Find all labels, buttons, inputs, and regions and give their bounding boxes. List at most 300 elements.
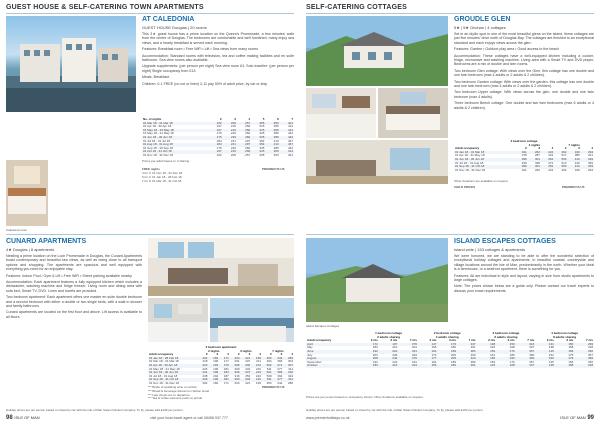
- groudle-lounge-photo: [306, 140, 448, 184]
- table-cell: 264: [234, 380, 240, 385]
- table-cell: 216: [223, 150, 237, 154]
- other-durations-note: Other durations are available on request: [454, 179, 508, 183]
- table-cell: 224: [255, 373, 261, 378]
- table-group-cell: 2 bedroom cottage: [510, 139, 538, 143]
- table-cell: 189: [451, 359, 457, 364]
- table-group-cell: 2 bedroom cottage: [433, 331, 461, 335]
- table-cell: 138: [548, 345, 554, 350]
- table-cell: 156: [418, 364, 438, 368]
- table-header-cell: 2: [564, 146, 567, 151]
- table-cell: 243: [548, 153, 554, 158]
- table-cell: 342: [277, 380, 283, 385]
- features-text: Features: Breakfast room • Free WiFi • Lift • Sea views from many rooms: [142, 47, 259, 52]
- table-cell: 301: [528, 158, 541, 162]
- table-cell: 237: [245, 359, 251, 364]
- table-cell: 539: [266, 373, 272, 378]
- offer-note: *** Bread & beverage discount in Sefton Hotel: [148, 388, 210, 393]
- table-cell: 339: [581, 165, 594, 169]
- table-cell: June: [306, 350, 359, 354]
- table-cell: 162: [208, 122, 222, 126]
- table-cell: 410: [567, 158, 580, 162]
- table-header-cell: 3: [280, 352, 283, 357]
- section-rule: [6, 234, 294, 235]
- table-row: [306, 364, 594, 368]
- table-cell: 266: [245, 124, 251, 129]
- table-cell: 184: [208, 143, 222, 147]
- cunard-lounge-photo: [148, 238, 294, 296]
- table-cell: 183: [359, 364, 379, 368]
- table-cell: 390: [516, 357, 536, 361]
- table-cell: 311: [283, 378, 294, 382]
- table-cell: 357: [516, 350, 536, 354]
- table-cell: 01 Nov 18 - 31 Dec 18: [149, 380, 180, 385]
- table-cell: 315: [251, 129, 265, 133]
- cunard-view-photo: [210, 298, 294, 342]
- table-cell: 354: [251, 143, 265, 147]
- table-cell: 197: [379, 343, 399, 347]
- note-text: Cunard apartments are located on the first floor and above. Lift access is available to all floors.: [6, 310, 142, 319]
- table-cell: 410: [567, 165, 580, 169]
- table-cell: 01 Nov 18 - 31 Dec 18: [143, 152, 174, 157]
- table-cell: 361: [470, 345, 476, 350]
- table-cell: July: [307, 352, 313, 357]
- table-cell: 145: [548, 359, 554, 364]
- table-cell: 414: [287, 124, 293, 129]
- table-header-cell: Adult occupancy: [149, 352, 174, 357]
- table-cell: 553: [554, 165, 567, 169]
- intro-text: This 3★ guest house has a prime location on the Queen's Promenade, a few minutes' walk from the centre of Douglas. The bedrooms are comfortable and well furnished, many enjoy sea views, and a hearty breakfast is served each morning.: [142, 32, 294, 45]
- table-cell: October: [306, 364, 359, 368]
- table-cell: 389: [273, 145, 279, 150]
- table-cell: 211: [256, 359, 261, 364]
- table-cell: 410: [265, 143, 279, 147]
- table-cell: 453: [266, 380, 272, 385]
- table-cell: 167: [216, 124, 222, 129]
- accommodation-text: Accommodation: Standard rooms with television, tea and coffee making facilities and en suite bathroom. Sea view rooms also available.: [142, 53, 294, 63]
- table-cell: 176: [216, 131, 222, 136]
- footer-contact: visit your local travel agent or call 08458 937 777: [150, 416, 228, 420]
- table-cell: 181: [223, 366, 229, 371]
- table-header-cell: 3 nts: [390, 338, 398, 343]
- table-cell: 336: [574, 350, 594, 354]
- table-cell: 335: [251, 136, 265, 140]
- table-cell: 168: [496, 364, 516, 368]
- table-cell: 166: [568, 359, 574, 364]
- table-cell: 307: [283, 364, 294, 368]
- table-cell: 389: [273, 131, 279, 136]
- table-cell: 192: [372, 359, 378, 364]
- table-cell: 262: [534, 167, 540, 172]
- table-cell: 180: [451, 345, 457, 350]
- table-header-cell: 3: [216, 352, 219, 357]
- table-cell: 213: [251, 364, 262, 368]
- table-header-cell: 2 nts: [370, 338, 378, 343]
- table-cell: 613: [561, 160, 567, 165]
- table-cell: 357: [587, 352, 593, 357]
- table-cell: 167: [208, 129, 222, 133]
- island-escapes-price-table: [306, 332, 594, 368]
- table-cell: 311: [288, 366, 293, 371]
- caledonia-price-table: [142, 118, 294, 158]
- table-cell: 342: [273, 357, 284, 361]
- table-cell: 16 May 18 - 31 May 18: [143, 131, 174, 136]
- free-night-offer: 7 for 6: 01 Mar 18 - 31 Oct 18: [142, 178, 182, 183]
- table-cell: 162: [216, 152, 222, 157]
- table-cell: 171: [223, 380, 229, 385]
- table-cell: 199: [255, 380, 261, 385]
- table-cell: 383: [273, 371, 284, 375]
- table-cell: 210: [379, 364, 399, 368]
- table-cell: 01 Jun 18 - 30 Jun 18: [148, 371, 198, 375]
- table-cell: 476: [398, 357, 418, 361]
- footer-note: Holiday prices are per person based on travel by car with the Isle of Man Steam Packet Company. To fly, please add £100 per person.: [6, 408, 184, 412]
- table-cell: 349: [567, 151, 580, 155]
- table-cell: May: [307, 345, 313, 350]
- table-cell: 357: [529, 359, 535, 364]
- table-cell: 242: [379, 357, 399, 361]
- table-cell: 300: [230, 378, 241, 382]
- table-cell: 181: [219, 378, 230, 382]
- per-person-note: Prices per adult based on 2 sharing: [142, 159, 190, 163]
- table-cell: 414: [280, 129, 294, 133]
- property-title: ISLAND ESCAPES COTTAGES: [454, 238, 556, 245]
- table-cell: 494: [266, 359, 272, 364]
- table-cell: 286: [283, 357, 294, 361]
- table-cell: 337: [516, 364, 536, 368]
- table-cell: 01 Mar 18 - 31 Mar 18: [149, 359, 179, 364]
- table-cell: 182: [213, 380, 219, 385]
- table-cell: 192: [359, 350, 379, 354]
- table-cell: 328: [534, 160, 540, 165]
- table-header-cell: 4: [551, 146, 554, 151]
- table-cell: 138: [535, 364, 555, 368]
- free-night-offer: 4 for 3: 01 Nov 18 - 31 Dec 18: [142, 171, 183, 175]
- table-header-cell: 4: [291, 352, 293, 357]
- table-cell: 286: [287, 380, 293, 385]
- two-bed-garden-text: Two bedroom Garden cottage: With views over the garden, this cottage has one double and one twin bedroom (max 4 adults or 2 adults & 2 children).: [454, 79, 594, 89]
- table-cell: 385: [574, 153, 580, 158]
- table-cell: 399: [514, 165, 527, 169]
- section-rule: [306, 234, 594, 235]
- table-cell: 337: [457, 343, 477, 347]
- table-cell: 219: [251, 371, 262, 375]
- table-cell: 389: [265, 136, 279, 140]
- free-nights-list: [142, 172, 182, 183]
- table-cell: 287: [534, 153, 540, 158]
- property-subtitle: 4★ Douglas | 8 apartments: [6, 247, 55, 252]
- table-cell: 315: [251, 150, 265, 154]
- offer-note: *** Bottle of sparkling wine on arrival: [148, 385, 197, 389]
- table-cell: 159: [496, 343, 516, 347]
- table-cell: 236: [392, 352, 398, 357]
- page-header: GUEST HOUSE & SELF-CATERING TOWN APARTMENTS: [6, 4, 204, 11]
- table-cell: 01 Apr 18 - 30 Apr 18: [143, 124, 172, 129]
- table-cell: 274: [548, 160, 554, 165]
- table-cell: 161: [490, 352, 496, 357]
- table-cell: 204: [198, 357, 209, 361]
- table-header-cell: 2: [525, 146, 527, 151]
- table-cell: 318: [587, 345, 593, 350]
- table-cell: 266: [237, 150, 251, 154]
- table-cell: 208: [359, 357, 379, 361]
- table-cell: 321: [587, 153, 593, 158]
- property-description: [454, 254, 594, 295]
- table-cell: 153: [490, 359, 496, 364]
- table-header-cell: No. of nights: [143, 117, 162, 121]
- table-cell: 282: [245, 145, 251, 150]
- table-cell: 165: [477, 357, 497, 361]
- table-note: Prices are per person based on occupancy shown. Other durations available on request.: [306, 395, 424, 399]
- table-cell: 294: [587, 167, 593, 172]
- table-cell: 339: [581, 158, 594, 162]
- table-cell: 316: [516, 343, 536, 347]
- table-cell: 409: [470, 352, 476, 357]
- table-cell: 152: [548, 352, 554, 357]
- table-cell: 01 Oct 18 - 31 Oct 18: [142, 150, 208, 154]
- table-cell: 335: [259, 131, 265, 136]
- features-text: Features: All are individual in style and layout, varying in size from studio apartments to large cottages.: [454, 273, 594, 283]
- table-cell: 175: [568, 352, 574, 357]
- table-cell: 264: [230, 357, 241, 361]
- table-cell: 01 Jun 18 - 30 Jun 18: [454, 158, 514, 162]
- table-cell: 158: [568, 345, 574, 350]
- accommodation-text: Accommodation: Each apartment features a fully equipped kitchen which includes a dishwasher, washing machine and fridge freezer. Living room and dining area with sofa bed, Smart TV, DVD. Linen and towels are provided.: [6, 280, 142, 293]
- table-group-cell: 3 nights: [240, 348, 252, 353]
- table-cell: 376: [398, 343, 418, 347]
- table-cell: 146: [477, 364, 497, 368]
- table-cell: 218: [202, 359, 208, 364]
- table-cell: 378: [521, 153, 527, 158]
- property-subtitle: Island wide | 153 cottages & apartments: [454, 247, 526, 252]
- table-cell: 502: [262, 364, 273, 368]
- footer-note: Holiday prices are per person based on travel by car with the Isle of Man Steam Packet Company. To fly, please add £100 per person.: [306, 408, 484, 412]
- table-cell: 176: [496, 350, 516, 354]
- table-header-cell: 2 nts: [488, 338, 496, 343]
- table-header-cell: 2: [205, 352, 208, 357]
- features-text: Features: Garden • Outdoor play area • Good access to the beach: [454, 47, 560, 52]
- table-cell: 241: [223, 143, 237, 147]
- table-cell: 01 Apr 18 - 31 May 18: [455, 153, 485, 158]
- offer-note: *** Tea & coffee welcome pack on arrival: [148, 396, 202, 401]
- table-header-cell: 7 nts: [585, 338, 593, 343]
- table-cell: 254: [541, 165, 554, 169]
- two-bed-upper-text: Two bedroom Upper cottage: With views across the glen, one double and one twin bedroom (max 4 adults).: [454, 90, 594, 99]
- table-cell: 462: [561, 167, 567, 172]
- table-cell: 204: [202, 380, 208, 385]
- table-cell: 190: [496, 357, 516, 361]
- table-cell: 01 Apr 18 - 30 Apr 18: [148, 364, 198, 368]
- table-cell: 190: [213, 359, 219, 364]
- table-cell: 377: [277, 366, 283, 371]
- table-header-cell: 2: [269, 352, 272, 357]
- table-cell: 199: [208, 371, 219, 375]
- caption: Island Escapes Cottages: [306, 324, 340, 328]
- table-cell: 305: [259, 152, 265, 157]
- table-header-cell: 7 nts: [409, 338, 417, 343]
- table-header-cell: 3: [578, 146, 580, 151]
- table-header-cell: 2 nts: [546, 338, 554, 343]
- child-prices-label: CHILD PRICES: [454, 185, 476, 189]
- caption: Caledonia room: [6, 228, 28, 232]
- table-cell: 318: [574, 364, 594, 368]
- property-subtitle: 5★ | 5★ Onchan | 4 cottages: [454, 25, 506, 30]
- table-cell: 442: [280, 136, 294, 140]
- property-subtitle: GUEST HOUSE Douglas | 20 rooms: [142, 25, 207, 30]
- table-cell: 164: [431, 359, 437, 364]
- property-description: [454, 32, 594, 112]
- property-description: [6, 254, 142, 321]
- table-cell: 324: [287, 373, 293, 378]
- children-text: Children: 0-1 FREE (no cot or linen) 2-11 pay 50% of adult price, by car or ship: [142, 81, 268, 86]
- table-cell: 553: [554, 158, 567, 162]
- table-cell: 187: [223, 373, 229, 378]
- accommodation-text: Accommodation: These cottages have a well-equipped kitchen including a cooker, fridge, microwave and washing machine. Living area with a Smart TV and DVD player. Bedrooms are a mix of double and twin rooms.: [454, 53, 594, 67]
- cunard-notes: [148, 386, 209, 401]
- table-cell: August: [306, 357, 359, 361]
- table-cell: 291: [234, 359, 240, 364]
- table-cell: 184: [216, 138, 222, 143]
- table-cell: 224: [548, 167, 554, 172]
- table-header-cell: Adult occupancy: [455, 146, 480, 151]
- table-cell: 282: [245, 131, 251, 136]
- table-cell: 315: [259, 124, 265, 129]
- table-cell: 439: [521, 160, 527, 165]
- table-group-cell: 8 adults sharing: [553, 334, 577, 339]
- table-cell: 511: [262, 378, 273, 382]
- table-cell: 153: [477, 350, 497, 354]
- table-cell: 349: [574, 167, 580, 172]
- table-cell: 01 Jun 18 - 30 Jun 18: [142, 136, 208, 140]
- table-cell: 173: [431, 352, 437, 357]
- table-cell: 467: [280, 143, 294, 147]
- two-bed-text: Two bedroom Glen cottage: With views over the Glen, this cottage has one double and one twin bedroom (max 4 adults or 2 adults & 2 children).: [454, 68, 594, 78]
- table-cell: 229: [223, 136, 237, 140]
- table-cell: 442: [287, 145, 293, 150]
- table-cell: 204: [213, 373, 219, 378]
- free-night-offer: 5 for 4: 01 Jan 18 - 28 Feb 18: [142, 174, 182, 179]
- caledonia-room-photo: [6, 160, 48, 226]
- table-header-cell: 3: [248, 352, 251, 357]
- table-cell: 210: [392, 345, 398, 350]
- intro-text: We were honored, we are standing to be able to offer the wonderful selection of exceptional holiday cottages and apartments, in beautiful coastal, countryside and village locations around the Isle of Man, predominantly in the north. Whether your ideal is a farmhouse, or a seafront apartment, there is something for you.: [454, 254, 594, 272]
- table-cell: 158: [555, 364, 575, 368]
- table-cell: 366: [574, 357, 594, 361]
- island-escapes-photo: [306, 238, 448, 322]
- table-header-cell: 4: [227, 352, 229, 357]
- table-cell: 366: [277, 359, 283, 364]
- free-nights-title: FREE nights: [142, 167, 160, 171]
- table-cell: 404: [411, 345, 417, 350]
- table-cell: 170: [437, 343, 457, 347]
- table-group-cell: 2 adults sharing: [377, 334, 401, 339]
- table-cell: 203: [372, 352, 378, 357]
- table-group-cell: 4 nights: [528, 142, 541, 147]
- groudle-kitchen-photo: [306, 88, 376, 138]
- table-cell: 394: [277, 373, 283, 378]
- premier-plus-badge: PREMIER PLUS: [262, 385, 285, 389]
- table-cell: 01 Jul 18 - 31 Aug 18: [149, 373, 178, 378]
- table-cell: 410: [273, 138, 279, 143]
- groudle-exterior-photo: [306, 16, 448, 86]
- table-header-cell: 4: [259, 352, 261, 357]
- table-header-cell: 7 nts: [468, 338, 476, 343]
- right-page: [300, 0, 600, 424]
- page-header: SELF-CATERING COTTAGES: [306, 4, 407, 11]
- table-cell: 222: [198, 364, 209, 368]
- table-cell: 404: [398, 364, 418, 368]
- table-cell: 341: [514, 151, 527, 155]
- table-cell: 231: [198, 371, 209, 375]
- table-cell: 401: [280, 122, 294, 126]
- table-cell: 156: [535, 357, 555, 361]
- table-group-cell: 4 bedroom cottage: [551, 331, 579, 335]
- table-cell: 353: [265, 122, 279, 126]
- table-cell: 316: [234, 373, 240, 378]
- features-text: Features: Indoor Pool / Gym & Lift • Free WiFi • Street parking available nearby: [6, 273, 132, 278]
- property-description: [142, 32, 294, 88]
- table-cell: 431: [398, 350, 418, 354]
- table-header-cell: 3 nts: [507, 338, 515, 343]
- table-cell: 361: [457, 364, 477, 368]
- table-cell: 216: [255, 366, 261, 371]
- meals-text: Meals: Breakfast.: [142, 75, 170, 80]
- cunard-kitchen-photo: [148, 298, 208, 342]
- table-cell: 431: [411, 359, 417, 364]
- table-cell: 164: [418, 350, 438, 354]
- groudle-price-table: [454, 140, 594, 172]
- cunard-price-table: [148, 346, 294, 386]
- table-group-cell: 2 nights: [208, 348, 220, 353]
- table-cell: 145: [535, 350, 555, 354]
- table-cell: April: [306, 343, 359, 347]
- table-cell: 179: [219, 364, 230, 368]
- table-cell: 179: [555, 357, 575, 361]
- table-cell: 365: [273, 124, 279, 129]
- table-cell: 196: [208, 378, 219, 382]
- table-cell: 01 Jul 18 - 31 Jul 18: [143, 138, 171, 143]
- table-cell: 294: [581, 151, 594, 155]
- table-cell: 247: [241, 371, 252, 375]
- table-cell: 240: [241, 364, 252, 368]
- table-row: [454, 169, 594, 173]
- offer-note: *** Late check out on departure: [148, 392, 190, 397]
- page-number: ISLE OF MAN 99: [560, 415, 594, 421]
- table-cell: 316: [283, 371, 294, 375]
- table-cell: 383: [457, 350, 477, 354]
- header-rule: [6, 13, 294, 14]
- table-cell: 297: [237, 143, 251, 147]
- table-cell: September: [307, 359, 322, 364]
- table-cell: 229: [230, 145, 236, 150]
- table-cell: 01 Jan 18 - 31 Mar 18: [454, 151, 514, 155]
- table-cell: 335: [259, 145, 265, 150]
- table-cell: 511: [266, 366, 272, 371]
- table-cell: 266: [237, 129, 251, 133]
- table-cell: 200: [451, 352, 457, 357]
- table-cell: 462: [554, 151, 567, 155]
- table-header-cell: 2 nts: [429, 338, 437, 343]
- table-cell: 216: [223, 129, 237, 133]
- table-header-cell: 6: [277, 117, 279, 121]
- table-cell: 199: [251, 357, 262, 361]
- table-cell: 172: [359, 343, 379, 347]
- table-cell: 297: [245, 138, 251, 143]
- table-cell: 168: [509, 345, 515, 350]
- premier-plus-badge: PREMIER PLUS: [262, 167, 285, 171]
- table-cell: 01 May 18 - 31 May 18: [149, 366, 180, 371]
- table-cell: 205: [437, 357, 457, 361]
- intro-text: Nestling a prime location on the Loch Promenade in Douglas, the Cunard Apartments boast contemporary and beautiful sea views, as well as being close to all transport options and shopping. The apartments are spacious and well equipped with everything you need for an enjoyable stay.: [6, 254, 142, 272]
